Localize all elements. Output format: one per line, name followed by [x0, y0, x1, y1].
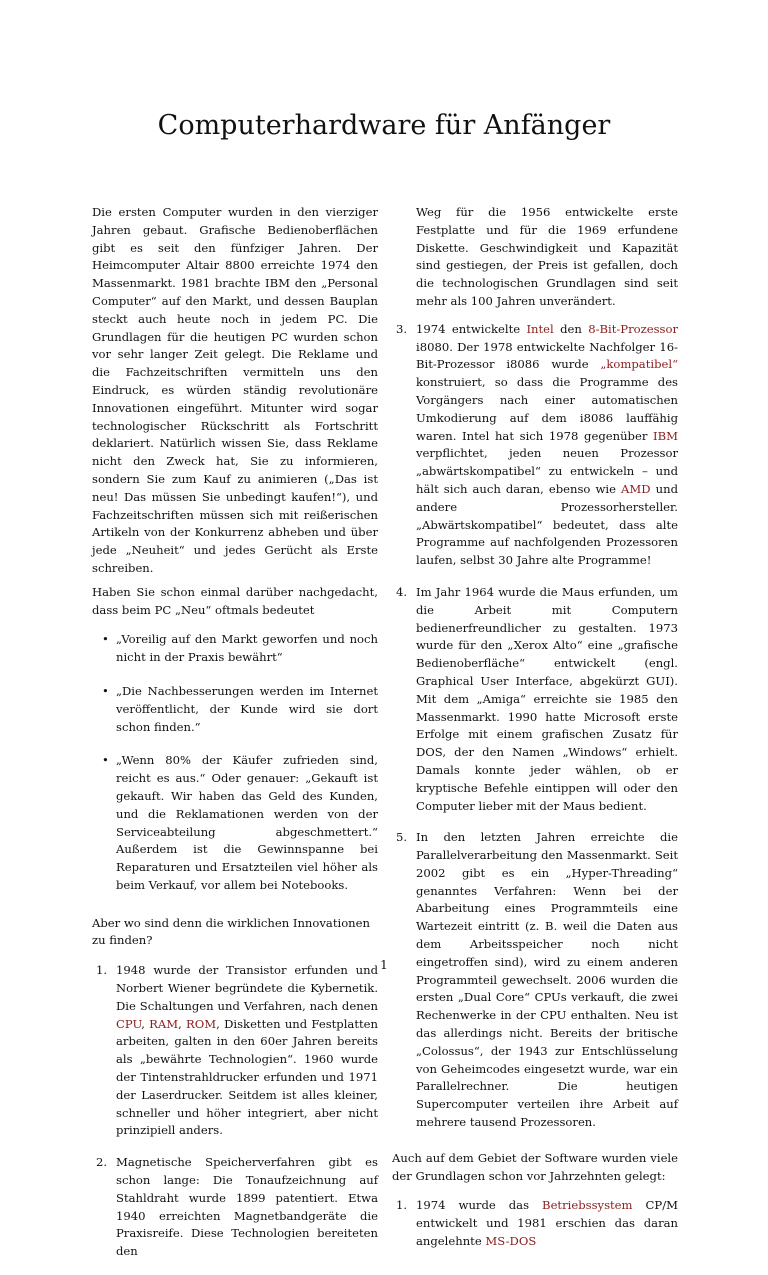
betriebssystem-link[interactable]: Betriebssystem	[542, 1198, 633, 1213]
list-item	[392, 321, 678, 570]
bullet-icon: •	[102, 753, 109, 768]
innovations-question: Aber wo sind denn die wirklichen Innovationen zu finden?	[92, 915, 370, 948]
list-text: , Disketten und Festplatten arbeiten, galten in den 60er Jahren bereits als „bewährte Technologien“. 1960 wurde der Tintenstrahldrucker erfunden und 1971 der Laserdrucker. Seitdem ist alles kleiner, schneller und höher integriert, aber nicht prinzipiell anders.	[116, 1016, 378, 1138]
bullet-text: „Voreilig auf den Markt geworfen und noch nicht in der Praxis bewährt“	[116, 632, 378, 665]
list-text: CP/M entwickelt und 1981 erschien das daran angelehnte	[416, 1198, 679, 1249]
list-text: ,	[141, 1016, 150, 1031]
list-number: 4.	[396, 584, 408, 599]
list-text: i8080. Der 1978 entwickelte Nachfolger 16-Bit-Prozessor i8086 wurde	[416, 339, 678, 372]
list-text: den	[553, 321, 589, 336]
list-item	[392, 829, 678, 1132]
list-item	[392, 1197, 678, 1250]
list-text: konstruiert, so dass die Programme des Vorgängers nach einer automatischen Umkodierung auf dem i8086 lauffähig waren. Intel hat sich 1978 gegenüber	[416, 375, 678, 443]
intro-paragraph: Die ersten Computer wurden in den vierziger Jahren gebaut. Grafische Bedienoberflächen gibt es seit den fünfziger Jahren. Der Heimcomputer Altair 8800 erreichte 1974 den Massenmarkt. 1981 brachte IBM den „Personal Computer“ auf den Markt, und dessen Bauplan steckt auch heute noch in jedem PC. Die Grundlagen für die heutigen PC wurden schon vor sehr langer Zeit gelegt. Die Reklame und die Fachzeitschriften vermitteln uns den Eindruck, es würden ständig revolutionäre Innovationen eingeführt. Mitunter wird sogar technologischer Rückschritt als Fortschritt deklariert. Natürlich wissen Sie, dass Reklame nicht den Zweck hat, Sie zu informieren, sondern Sie zum Kauf zu animieren („Das ist neu! Das müssen Sie unbedingt kaufen!“), und Fachzeitschriften müssen sich mit reißerischen Artikeln von der Konkurrenz abheben und über jede „Neuheit“ und jedes Gerücht als Erste schreiben.	[92, 205, 378, 575]
list-item	[392, 584, 678, 815]
hardware-list-continued	[392, 321, 678, 1132]
bullet-item	[92, 752, 378, 894]
bullet-text: „Wenn 80% der Käufer zufrieden sind, reicht es aus.“ Oder genauer: „Gekauft ist gekauft. Wir haben das Geld des Kunden, und die Reklamationen werden von der Serviceabteilung abgeschmettert.“ Außerdem ist die Gewinnspanne bei Reparaturen und Ersatzteilen viel höher als beim Verkauf, vor allem bei Notebooks.	[116, 753, 378, 892]
software-paragraph: Auch auf dem Gebiet der Software wurden viele der Grundlagen schon vor Jahrzehnten gelegt:	[392, 1150, 678, 1183]
rom-link[interactable]: ROM	[186, 1016, 217, 1031]
bullet-text: „Die Nachbesserungen werden im Internet veröffentlicht, der Kunde wird sie dort schon finden.“	[116, 683, 378, 734]
right-column	[392, 204, 678, 1265]
list-item-continuation: Weg für die 1956 entwickelte erste Festplatte und für die 1969 erfundene Diskette. Geschwindigkeit und Kapazität sind gestiegen, der Preis ist gefallen, doch die technologischen Grundlagen sind seit mehr als 100 Jahren unverändert.	[416, 205, 678, 308]
list-text: und andere Prozessorhersteller. „Abwärtskompatibel“ bedeutet, dass alte Programme auf nachfolgenden Prozessoren laufen, selbst 30 Jahre alte Programme!	[416, 481, 678, 568]
list-item	[92, 962, 378, 1140]
hardware-list	[92, 962, 378, 1261]
ms-dos-link[interactable]: MS-DOS	[485, 1234, 537, 1249]
page-title: Computerhardware für Anfänger	[157, 110, 611, 141]
question-paragraph: Haben Sie schon einmal darüber nachgedacht, dass beim PC „Neu“ oftmals bedeutet	[92, 584, 378, 617]
list-item	[92, 1154, 378, 1261]
list-number: 5.	[396, 830, 408, 845]
list-text: 1974 wurde das	[416, 1198, 543, 1213]
list-text: ,	[178, 1016, 187, 1031]
list-text: In den letzten Jahren erreichte die Parallelverarbeitung den Massenmarkt. Seit 2002 gibt es ein „Hyper-Threading“ genanntes Verfahren: Wenn bei der Abarbeitung eines Programmteils eine Wartezeit eintritt (z. B. weil die Daten aus dem Arbeitsspeicher noch nicht eingetroffen sind), wird zu einem anderen Programmteil gewechselt. 2006 wurden die ersten „Dual Core“ CPUs verkauft, die zwei Rechenwerke in der CPU enthalten. Neu ist das allerdings nicht. Bereits der britische „Colossus“, der 1943 zur Entschlüsselung von Geheimcodes eingesetzt wurde, war ein Parallelrechner. Die heutigen Supercomputer verteilen ihre Arbeit auf mehrere tausend Prozessoren.	[416, 830, 678, 1130]
8bit-prozessor-link[interactable]: 8-Bit-Prozessor	[588, 321, 679, 336]
list-number: 3.	[396, 321, 408, 336]
left-column	[92, 204, 378, 1275]
list-number: 2.	[96, 1155, 108, 1170]
list-text: 1948 wurde der Transistor erfunden und Norbert Wiener begründete die Kybernetik. Die Schaltungen und Verfahren, nach denen	[116, 963, 378, 1013]
page-number: 1	[380, 958, 388, 972]
software-list	[392, 1197, 678, 1250]
cpu-link[interactable]: CPU	[116, 1016, 142, 1031]
bullet-list	[92, 631, 378, 894]
intel-link[interactable]: Intel	[526, 321, 554, 336]
list-text: verpflichtet, jeden neuen Prozessor „abwärtskompatibel“ zu entwickeln – und hält sich auch daran, ebenso wie	[416, 446, 678, 496]
bullet-icon: •	[102, 683, 109, 698]
amd-link[interactable]: AMD	[621, 481, 651, 496]
ibm-link[interactable]: IBM	[653, 428, 678, 443]
bullet-item	[92, 683, 378, 736]
bullet-item	[92, 631, 378, 667]
list-text: Im Jahr 1964 wurde die Maus erfunden, um die Arbeit mit Computern bedienerfreundlicher zu gestalten. 1973 wurde für den „Xerox Alto“ eine „grafische Bedienoberfläche“ entwickelt (engl. Graphical User Interface, abgekürzt GUI). Mit dem „Amiga“ erreichte sie 1985 den Massenmarkt. 1990 hatte Microsoft erste Erfolge mit einem grafischen Zusatz für DOS, der den Namen „Windows“ erhielt. Damals konnte jeder wählen, ob er kryptische Befehle eintippen will oder den Computer lieber mit der Maus bedient.	[416, 584, 678, 813]
bullet-icon: •	[102, 632, 109, 647]
ram-link[interactable]: RAM	[149, 1016, 179, 1031]
kompatibel-link[interactable]: „kompatibel“	[600, 357, 678, 372]
list-number: 1.	[96, 963, 108, 978]
list-text: Magnetische Speicherverfahren gibt es schon lange: Die Tonaufzeichnung auf Stahldraht wurde 1899 patentiert. Etwa 1940 erreichten Magnetbandgeräte die Praxisreife. Diese Technologien bereiteten den	[116, 1155, 378, 1259]
list-text: 1974 entwickelte	[416, 321, 527, 336]
list-number: 1.	[396, 1198, 408, 1213]
